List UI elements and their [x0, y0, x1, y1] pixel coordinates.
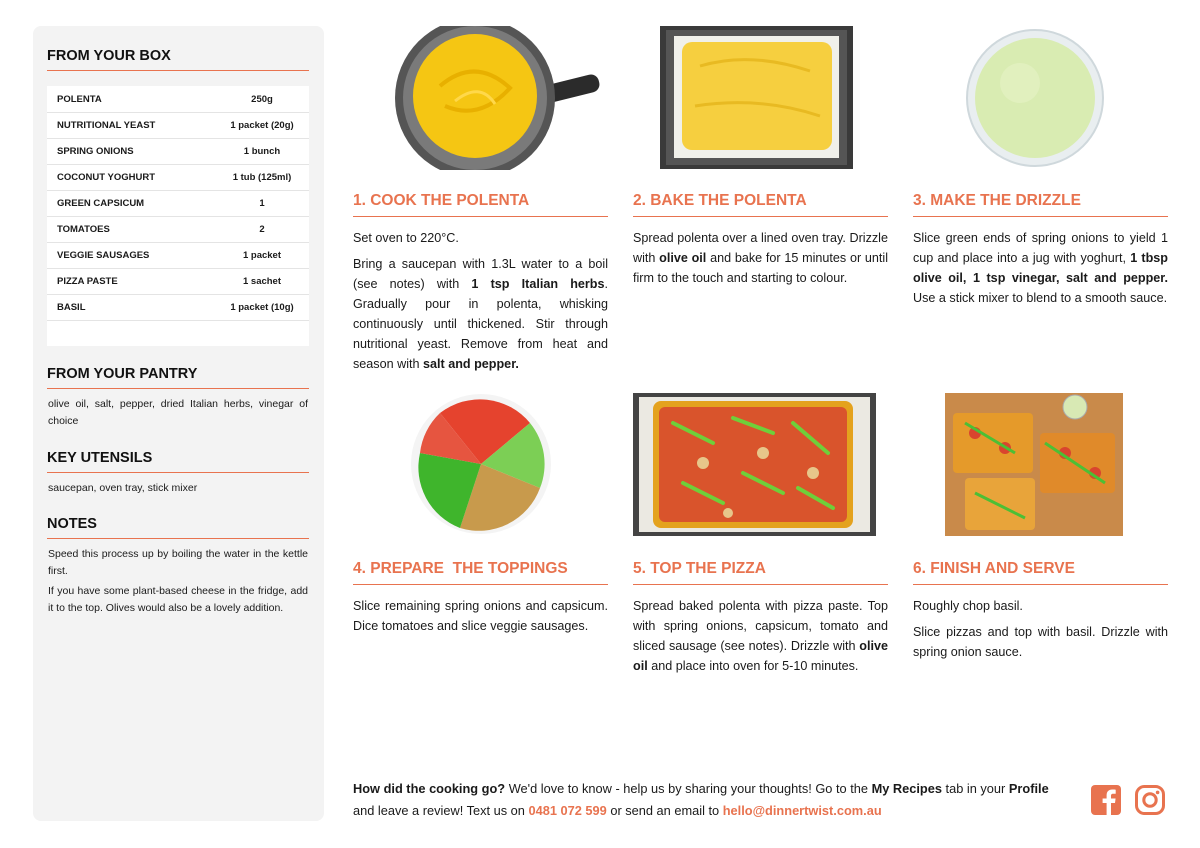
from-your-box-heading: FROM YOUR BOX: [47, 48, 309, 71]
ingredient-qty: 1 tub (125ml): [232, 171, 292, 183]
feedback-footer: [353, 778, 1073, 822]
ingredient-row: [47, 216, 309, 243]
ingredient-row: [47, 268, 309, 295]
step-bold-span: 1 tbsp olive oil, 1 tsp vinegar, salt and pepper.: [913, 251, 1168, 285]
green-sauce-image: [965, 28, 1105, 168]
ingredient-qty: 1 packet (10g): [230, 301, 294, 313]
footer-text: or send an email to: [606, 803, 723, 818]
ingredient-row: [47, 138, 309, 165]
footer-text: We'd love to know - help us by sharing your thoughts! Go to the: [505, 781, 872, 796]
step-4-body: [353, 596, 608, 642]
ingredient-qty: 1: [259, 197, 265, 209]
step-2-title: 2. BAKE THE POLENTA: [633, 192, 888, 217]
ingredient-qty: 250g: [251, 93, 273, 105]
step-text-span: . Gradually pour in polenta, whisking continuously until thickened. Stir through nutritional yeast. Remove from heat and season with: [353, 277, 608, 371]
ingredient-qty: 2: [259, 223, 265, 235]
step-5-title: 5. TOP THE PIZZA: [633, 560, 888, 585]
ingredient-row: [47, 86, 309, 113]
from-your-pantry-heading: FROM YOUR PANTRY: [47, 366, 309, 389]
profile-link[interactable]: Profile: [1008, 781, 1049, 796]
step-6-text: Slice pizzas and top with basil. Drizzle with spring onion sauce.: [913, 625, 1168, 659]
step-5-body: [633, 596, 888, 682]
step-3-title: 3. MAKE THE DRIZZLE: [913, 192, 1168, 217]
ingredient-qty: 1 packet: [242, 249, 282, 261]
footer-text: and leave a review! Text us on: [353, 803, 529, 818]
step-1-title: 1. COOK THE POLENTA: [353, 192, 608, 217]
step-text-span: Spread polenta over a lined oven tray. Drizzle with: [633, 231, 888, 265]
note-item: If you have some plant-based cheese in the fridge, add it to the top. Olives would also be a lovely addition.: [48, 585, 308, 614]
ingredient-name: COCONUT YOGHURT: [57, 171, 155, 183]
step-bold-span: olive oil: [633, 639, 888, 673]
step-text-span: Bring a saucepan with 1.3L water to a boil (see notes) with: [353, 257, 608, 291]
ingredient-qty: 1 packet (20g): [230, 119, 294, 131]
step-3-body: [913, 228, 1168, 314]
step-text-span: Slice green ends of spring onions to yield 1 cup and place into a jug with yoghurt,: [913, 231, 1168, 265]
toppings-plate-image: [410, 393, 552, 535]
step-1-text: [353, 254, 608, 374]
ingredient-name: BASIL: [57, 301, 86, 313]
footer-question: How did the cooking go?: [353, 781, 506, 796]
step-text-span: Use a stick mixer to blend to a smooth sauce.: [913, 291, 1168, 305]
ingredient-name: NUTRITIONAL YEAST: [57, 119, 156, 131]
facebook-icon[interactable]: [1090, 784, 1122, 816]
utensils-text: saucepan, oven tray, stick mixer: [48, 482, 198, 494]
instagram-icon[interactable]: [1134, 784, 1166, 816]
notes-text: [48, 546, 308, 620]
ingredient-qty: 1 bunch: [243, 145, 281, 157]
step-6-text: Roughly chop basil.: [913, 599, 1023, 613]
ingredient-row: [47, 112, 309, 139]
note-item: Speed this process up by boiling the water in the kettle first.: [48, 548, 308, 577]
ingredient-name: SPRING ONIONS: [57, 145, 134, 157]
step-1-body: [353, 228, 608, 380]
sidebar: [33, 26, 324, 821]
email-link[interactable]: hello@dinnertwist.com.au: [722, 803, 882, 818]
ingredient-row: [47, 164, 309, 191]
step-4-title: 4. PREPARE THE TOPPINGS: [353, 560, 608, 585]
ingredient-row: [47, 294, 309, 321]
ingredient-name: GREEN CAPSICUM: [57, 197, 145, 209]
step-5-text: [633, 596, 888, 676]
finished-pizza-image: [945, 393, 1123, 536]
step-text-span: and bake for 15 minutes or until firm to the touch and starting to colour.: [633, 251, 889, 285]
ingredient-name: TOMATOES: [57, 223, 110, 235]
key-utensils-heading: KEY UTENSILS: [47, 450, 309, 473]
step-4-text: Slice remaining spring onions and capsicum. Dice tomatoes and slice veggie sausages.: [353, 599, 608, 633]
step-bold-span: 1 tsp Italian herbs: [471, 277, 605, 291]
phone-link[interactable]: 0481 072 599: [528, 803, 607, 818]
step-text-span: and place into oven for 5-10 minutes.: [647, 659, 859, 673]
step-6-body: [913, 596, 1168, 668]
step-text-span: Spread baked polenta with pizza paste. Top with spring onions, capsicum, tomato and sliced sausage (see notes). Drizzle with: [633, 599, 888, 653]
ingredient-row: [47, 190, 309, 217]
step-1-text: Set oven to 220°C.: [353, 231, 459, 245]
ingredient-row: [47, 242, 309, 269]
ingredient-name: POLENTA: [57, 93, 102, 105]
my-recipes-link[interactable]: My Recipes: [871, 781, 942, 796]
ingredients-table: [47, 86, 309, 346]
ingredient-qty: 1 sachet: [242, 275, 282, 287]
ingredient-name: VEGGIE SAUSAGES: [57, 249, 150, 261]
polenta-tray-image: [660, 26, 853, 169]
step-3-text: [913, 228, 1168, 308]
step-bold-span: salt and pepper.: [423, 357, 519, 371]
footer-text: tab in your: [941, 781, 1009, 796]
step-6-title: 6. FINISH AND SERVE: [913, 560, 1168, 585]
pantry-text: olive oil, salt, pepper, dried Italian herbs, vinegar of choice: [48, 398, 308, 427]
step-2-text: [633, 228, 888, 288]
ingredient-name: PIZZA PASTE: [57, 275, 118, 287]
polenta-pot-image: [390, 26, 605, 170]
topped-pizza-image: [633, 393, 876, 536]
notes-heading: NOTES: [47, 516, 309, 539]
step-bold-span: olive oil: [659, 251, 707, 265]
step-2-body: [633, 228, 888, 294]
